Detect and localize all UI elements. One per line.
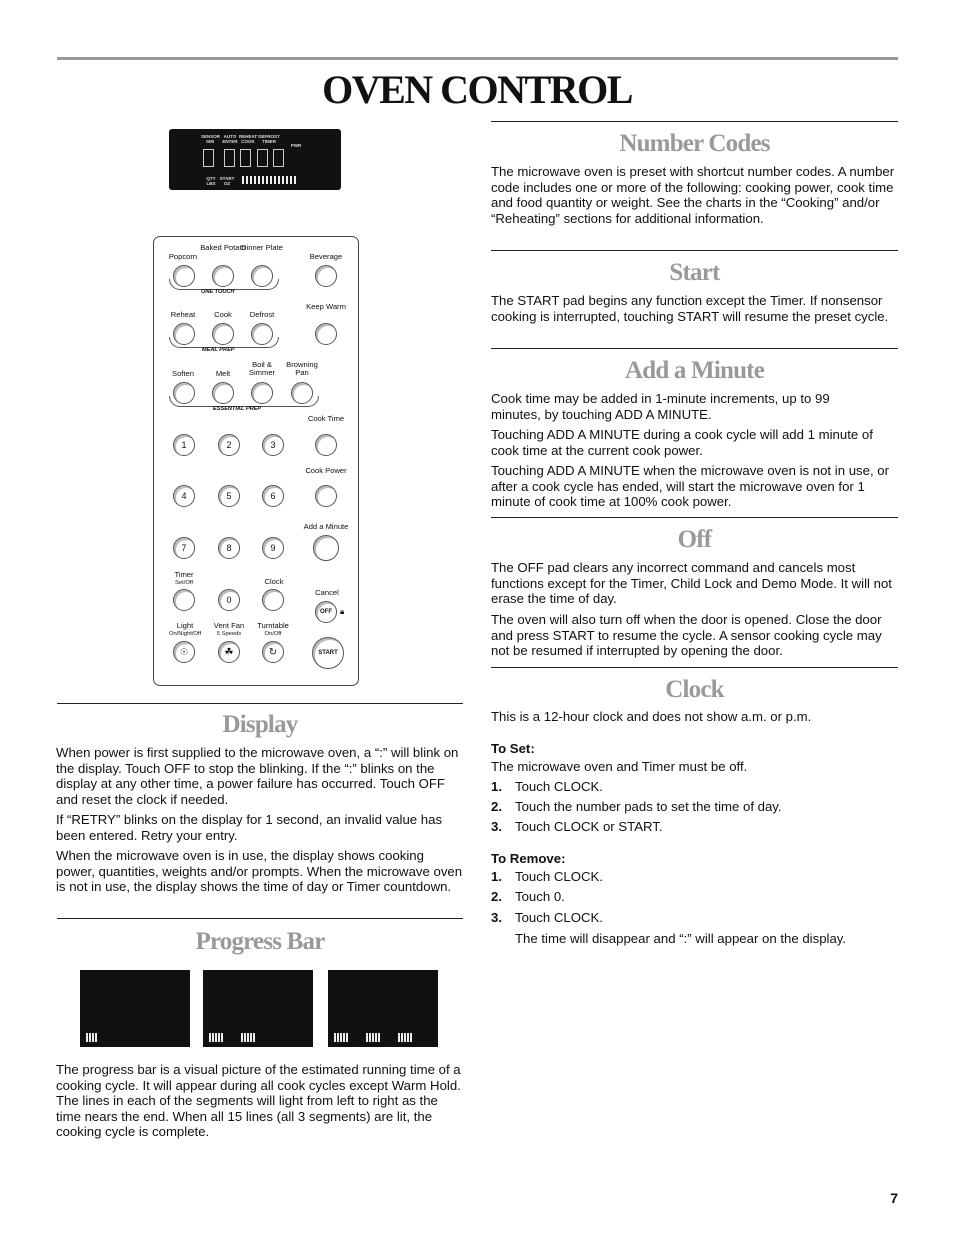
- cook-power-key[interactable]: [315, 485, 337, 507]
- number-codes-paragraph: The microwave oven is preset with shortcut number codes. A number code includes one or more of the following: cooking power, cook time and food quantity or weight. See the charts in the “Cooking” and/or “Reheating” sections for additional information.: [491, 164, 895, 226]
- timer-key[interactable]: [173, 589, 195, 611]
- key-label: Defrost: [249, 310, 275, 319]
- list-item: [491, 869, 603, 885]
- key-label: [156, 571, 212, 587]
- key-label: [245, 622, 301, 638]
- progress-line: [346, 1033, 348, 1042]
- turntable-key[interactable]: [262, 641, 284, 663]
- display-panel-illustration: [169, 129, 341, 190]
- key-label: Cook Time: [307, 414, 345, 423]
- progress-line: [250, 1033, 252, 1042]
- progress-line: [369, 1033, 371, 1042]
- progress-line: [92, 1033, 94, 1042]
- progress-line: [340, 1033, 342, 1042]
- vent-fan-sub-label: 5 Speeds: [216, 631, 242, 637]
- lcd-label: PWR: [290, 143, 302, 148]
- section-rule: [491, 667, 898, 668]
- key-label: Melt: [215, 369, 231, 378]
- lcd-digit: [203, 149, 214, 167]
- step-text: Touch CLOCK or START.: [515, 819, 663, 834]
- to-set-heading: To Set:: [491, 741, 535, 756]
- list-item: [491, 819, 663, 835]
- to-remove-heading: To Remove:: [491, 851, 566, 866]
- section-rule: [491, 348, 898, 349]
- display-paragraph: When the microwave oven is in use, the display shows cooking power, quantities, weights and/or prompts. When the microwave oven is not in use, the display shows the time of day or Timer countdown.: [56, 848, 463, 895]
- off-paragraph: The oven will also turn off when the door is opened. Close the door and press START to resume the cycle. A sensor cooking cycle may not be resumed if interrupted by opening the door.: [491, 612, 882, 659]
- step-number: 3.: [491, 819, 502, 834]
- start-key[interactable]: START: [312, 637, 344, 669]
- progress-line: [407, 1033, 409, 1042]
- vent-fan-label: Vent Fan: [213, 621, 245, 630]
- key-label: Add a Minute: [303, 522, 349, 531]
- progress-line: [241, 1033, 243, 1042]
- key-label: Cook Power: [305, 466, 347, 475]
- progress-bar-heading: Progress Bar: [195, 928, 325, 955]
- progress-line: [244, 1033, 246, 1042]
- fan-icon: ☘: [224, 646, 234, 658]
- key-label: Boil & Simmer: [248, 360, 276, 377]
- clock-paragraph: This is a 12-hour clock and does not show a.m. or p.m.: [491, 709, 812, 724]
- keypad-illustration: [153, 236, 359, 686]
- progress-line: [334, 1033, 336, 1042]
- lcd-digit: [273, 149, 284, 167]
- progress-line: [378, 1033, 380, 1042]
- digit-4-key[interactable]: 4: [173, 485, 195, 507]
- progress-line: [343, 1033, 345, 1042]
- progress-line: [221, 1033, 223, 1042]
- list-item: [491, 910, 603, 926]
- progress-line: [410, 1033, 412, 1042]
- lcd-digit: [257, 149, 268, 167]
- digit-9-key[interactable]: 9: [262, 537, 284, 559]
- step-text: Touch 0.: [515, 889, 565, 904]
- turntable-sub-label: On/Off: [264, 631, 282, 637]
- progress-line: [212, 1033, 214, 1042]
- timer-label: Timer: [174, 570, 194, 579]
- step-number: 2.: [491, 889, 502, 904]
- lcd-progress-bar: [242, 176, 298, 184]
- off-key[interactable]: OFF: [315, 601, 337, 623]
- step-text: Touch CLOCK.: [515, 910, 603, 925]
- add-a-minute-heading: Add a Minute: [624, 357, 765, 384]
- top-rule: [57, 57, 898, 60]
- add-a-minute-paragraph: Touching ADD A MINUTE during a cook cycle will add 1 minute of cook time at the current cook power.: [491, 427, 873, 458]
- lcd-label: DEFROST TIMER: [258, 134, 280, 144]
- key-label: Beverage: [309, 252, 343, 261]
- progress-line: [398, 1033, 400, 1042]
- start-paragraph: The START pad begins any function except the Timer. If nonsensor cooking is interrupted, touching START will resume the preset cycle.: [491, 293, 889, 324]
- lcd-label: START OZ: [219, 176, 235, 186]
- light-key[interactable]: [173, 641, 195, 663]
- progress-line: [404, 1033, 406, 1042]
- key-label: Popcorn: [168, 252, 198, 261]
- progress-line: [253, 1033, 255, 1042]
- key-label: Dinner Plate: [241, 243, 283, 252]
- progress-line: [375, 1033, 377, 1042]
- key-label: Keep Warm: [306, 302, 346, 311]
- lcd-label: AUTO ENTER: [222, 134, 238, 144]
- add-a-minute-key[interactable]: [313, 535, 339, 561]
- light-label: Light: [176, 621, 194, 630]
- light-sub-label: On/Night/Off: [168, 631, 202, 637]
- progress-bar-example: [203, 970, 313, 1047]
- vent-fan-key[interactable]: [218, 641, 240, 663]
- list-item: [491, 799, 782, 815]
- group-label: ONE TOUCH: [201, 289, 235, 295]
- key-label: Reheat: [170, 310, 196, 319]
- off-paragraph: The OFF pad clears any incorrect command and cancels most functions except for the Timer, Child Lock and Demo Mode. It will not erase the time of day.: [491, 560, 892, 607]
- step-text: Touch CLOCK.: [515, 779, 603, 794]
- progress-bar-paragraph: The progress bar is a visual picture of the estimated running time of a cooking cycle. It will appear during all cook cycles except Warm Hold. The lines in each of the segments will light from left to right as the time nears the end. When all 15 lines (all 3 segments) are lit, the cooking cycle is complete.: [56, 1062, 461, 1140]
- page-title: OVEN CONTROL: [322, 67, 632, 112]
- list-item: [491, 889, 565, 905]
- bulb-icon: ☉: [179, 646, 189, 657]
- progress-line: [247, 1033, 249, 1042]
- step-number: 2.: [491, 799, 502, 814]
- key-label: Clock: [264, 577, 284, 586]
- key-label: Baked Potato: [200, 243, 246, 252]
- progress-line: [209, 1033, 211, 1042]
- step-number: 3.: [491, 910, 502, 925]
- turntable-label: Turntable: [257, 621, 289, 630]
- digit-5-key[interactable]: 5: [218, 485, 240, 507]
- lock-icon: 🔒︎: [340, 607, 345, 616]
- to-set-intro: The microwave oven and Timer must be off.: [491, 759, 748, 774]
- digit-7-key[interactable]: 7: [173, 537, 195, 559]
- key-label: Cancel: [315, 588, 339, 597]
- section-rule: [491, 250, 898, 251]
- lcd-digit: [224, 149, 235, 167]
- lcd-label: QTY LBS: [206, 176, 216, 186]
- key-label: Cook: [214, 310, 232, 319]
- progress-bar-example: [80, 970, 190, 1047]
- digit-6-key[interactable]: 6: [262, 485, 284, 507]
- lcd-label: REHEAT COOK: [239, 134, 258, 144]
- step-text: Touch the number pads to set the time of day.: [515, 799, 782, 814]
- lcd-digit: [240, 149, 251, 167]
- timer-sub-label: Set/Off: [175, 580, 193, 586]
- group-label: MEAL PREP: [202, 347, 235, 353]
- number-codes-heading: Number Codes: [619, 130, 770, 157]
- section-rule: [57, 703, 463, 704]
- progress-line: [218, 1033, 220, 1042]
- cook-time-key[interactable]: [315, 434, 337, 456]
- off-heading: Off: [677, 526, 712, 553]
- progress-line: [401, 1033, 403, 1042]
- progress-line: [86, 1033, 88, 1042]
- list-item: [491, 779, 603, 795]
- display-paragraph: When power is first supplied to the microwave oven, a “:” will blink on the display. Touch OFF to stop the blinking. If the “:” blinks on the display at any other time, a power failure has occurred. Touch OFF and reset the clock if needed.: [56, 745, 459, 807]
- add-a-minute-paragraph: Touching ADD A MINUTE when the microwave oven is not in use, or after a cook cycle has ended, will start the microwave oven for 1 minute of cook time at 100% cook power.: [491, 463, 890, 510]
- clock-key[interactable]: [262, 589, 284, 611]
- lcd-label: SENSOR SIM: [201, 134, 221, 144]
- beverage-key[interactable]: [315, 265, 337, 287]
- digit-2-key[interactable]: 2: [218, 434, 240, 456]
- progress-bar-example: [328, 970, 438, 1047]
- digit-1-key[interactable]: 1: [173, 434, 195, 456]
- progress-line: [215, 1033, 217, 1042]
- digit-3-key[interactable]: 3: [262, 434, 284, 456]
- progress-line: [337, 1033, 339, 1042]
- progress-line: [95, 1033, 97, 1042]
- display-paragraph: If “RETRY” blinks on the display for 1 second, an invalid value has been entered. Retry your entry.: [56, 812, 443, 843]
- start-heading: Start: [669, 259, 720, 286]
- clock-heading: Clock: [665, 676, 724, 703]
- progress-line: [366, 1033, 368, 1042]
- step-number: 1.: [491, 779, 502, 794]
- key-label: Soften: [172, 369, 194, 378]
- display-heading: Display: [222, 711, 298, 738]
- progress-line: [372, 1033, 374, 1042]
- group-label: ESSENTIAL PREP: [213, 406, 262, 412]
- add-a-minute-paragraph: Cook time may be added in 1-minute increments, up to 99 minutes, by touching ADD A MINUTE.: [491, 391, 830, 422]
- digit-8-key[interactable]: 8: [218, 537, 240, 559]
- step-number: 1.: [491, 869, 502, 884]
- step-text: Touch CLOCK.: [515, 869, 603, 884]
- section-rule: [491, 517, 898, 518]
- progress-line: [89, 1033, 91, 1042]
- section-rule: [491, 121, 898, 122]
- keep-warm-key[interactable]: [315, 323, 337, 345]
- section-rule: [57, 918, 463, 919]
- key-label: Browning Pan: [286, 360, 318, 377]
- rotate-icon: ↻: [268, 646, 278, 658]
- digit-0-key[interactable]: 0: [218, 589, 240, 611]
- page-number: 7: [890, 1190, 898, 1206]
- remove-note: The time will disappear and “:” will appear on the display.: [515, 931, 847, 946]
